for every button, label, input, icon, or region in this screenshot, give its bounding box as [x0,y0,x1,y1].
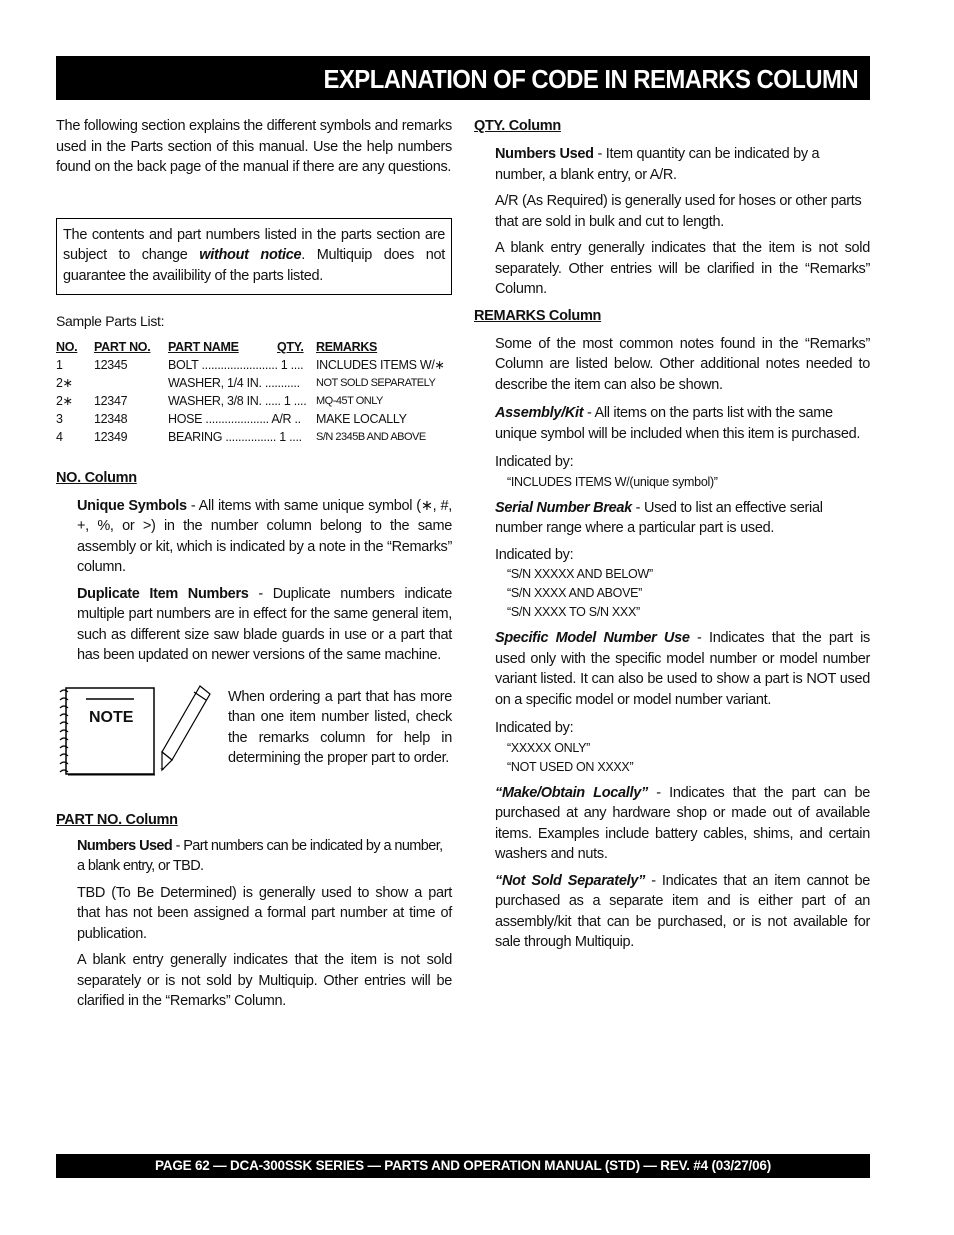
qty-blank-entry-paragraph: A blank entry generally indicates that the item is not sold separately. Other entries will be clarified in the “Remarks” Column. [495,240,870,297]
col-header-part-name: PART NAME [168,339,239,354]
assembly-kit-paragraph [495,403,870,444]
note-text: When ordering a part that has more than one item number listed, check the remarks column for help in determining the proper part to order. [228,688,452,766]
cell-part-name: HOSE .................... A/R .. [168,411,301,426]
qty-numbers-used-paragraph [495,144,870,185]
col-header-remarks: REMARKS [316,339,378,354]
right-column [474,116,870,953]
list-item: “XXXXX ONLY” [507,740,590,755]
not-sold-separately-text: - Indicates that an item cannot be purchased as a separate item and is either part of an assembly/kit that can be purchased, or is not available for sale through Multiquip. [495,872,870,950]
part-numbers-used-label: Numbers Used [77,837,173,854]
cell-part-no: 12348 [94,411,128,426]
cell-remarks: MQ-45T ONLY [316,394,383,407]
assembly-indicated-list [507,473,870,492]
cell-part-no [94,374,168,392]
make-obtain-locally-paragraph [495,783,870,865]
unique-symbols-label: Unique Symbols [77,497,187,514]
remarks-intro-paragraph: Some of the most common notes found in the “Remarks” Column are listed below. Other additional notes needed to describe the item can also be shown. [495,335,870,393]
note-pencil-icon [56,684,216,780]
cell-part-no: 12349 [94,429,128,444]
assembly-kit-label: Assembly/Kit [495,405,584,421]
list-item: “INCLUDES ITEMS W/(unique symbol)” [507,474,718,489]
cell-no: 2∗ [56,375,73,390]
no-column-heading: NO. Column [56,469,137,486]
cell-part-name: WASHER, 1/4 IN. ........... [168,375,300,390]
serial-number-text: - Used to list an effective serial number range where a particular part is used. [495,499,823,536]
make-obtain-locally-label: “Make/Obtain Locally” [495,784,648,801]
cell-part-name: BEARING ................ 1 .... [168,429,302,444]
unique-symbols-text: - All items with same unique symbol (∗, #, +, %, or >) in the number column belong to the same assembly or kit, which is indicated by a note in the “Remarks” column. [77,497,452,575]
cell-part-no: 12345 [94,357,128,372]
part-blank-entry-paragraph: A blank entry generally indicates that the item is not sold separately or is not sold by Multiquip. Other entries will be clarified in the “Remarks” Column. [77,952,452,1009]
table-row [56,392,452,410]
table-row [56,410,452,428]
make-obtain-locally-text: - Indicates that the part can be purchased at any hardware shop or made out of available items. Examples include battery cables, shims, and certain washers and nuts. [495,784,870,862]
tbd-paragraph: TBD (To Be Determined) is generally used to show a part that has not been assigned a formal part number at time of publication. [77,884,452,942]
indicated-by-label: Indicated by: [495,454,574,470]
table-row [56,356,452,374]
notice-emphasis: without notice [199,247,302,263]
specific-model-text: - Indicates that the part is used only with the specific model number or model number variant listed. It can also be used to show a part is NOT used on a specific model or model number variant. [495,630,871,708]
cell-remarks: MAKE LOCALLY [316,411,407,426]
header-bar [56,56,870,100]
duplicate-items-paragraph [77,584,452,666]
serial-indicated-list [507,565,870,622]
qty-numbers-used-text: - Item quantity can be indicated by a number, a blank entry, or A/R. [495,146,820,183]
remarks-column-heading: REMARKS Column [474,307,602,324]
part-numbers-used-text: - Part numbers can be indicated by a number, a blank entry, or TBD. [77,837,443,874]
notice-text-part1: The contents and part numbers listed in the parts section are subject to change [63,226,445,263]
notice-text-part2: . Multiquip does not guarantee the availibility of the parts listed. [63,247,445,284]
sample-parts-label: Sample Parts List: [56,313,165,329]
cell-no: 2∗ [56,393,73,408]
cell-no: 1 [56,357,63,372]
notice-box [56,218,452,296]
list-item: “NOT USED ON XXXX” [507,759,634,774]
specific-model-paragraph [495,628,870,710]
serial-number-label: Serial Number Break [495,499,632,516]
sample-parts-table [56,338,452,446]
cell-part-no: 12347 [94,393,128,408]
cell-remarks: S/N 2345B AND ABOVE [316,430,426,443]
ar-paragraph: A/R (As Required) is generally used for hoses or other parts that are sold in bulk and cut to length. [495,193,862,230]
table-row [56,428,452,446]
specific-model-label: Specific Model Number Use [495,630,690,646]
cell-no: 3 [56,411,63,426]
serial-number-paragraph [495,498,870,539]
not-sold-separately-paragraph [495,871,870,953]
col-header-part-no: PART NO. [94,339,151,354]
footer-bar: PAGE 62 — DCA-300SSK SERIES — PARTS AND OPERATION MANUAL (STD) — REV. #4 (03/27/06) [56,1154,870,1178]
model-indicated-list [507,739,870,777]
col-header-qty: QTY. [277,339,304,354]
part-numbers-used-paragraph [77,836,452,877]
qty-column-heading: QTY. Column [474,118,561,134]
col-header-no: NO. [56,339,78,354]
page-title: EXPLANATION OF CODE IN REMARKS COLUMN [323,64,858,94]
list-item: “S/N XXXX AND ABOVE” [507,586,643,600]
indicated-by-label: Indicated by: [495,720,574,736]
table-header-row [56,338,452,356]
note-label: NOTE [89,708,134,726]
list-item: “S/N XXXXX AND BELOW” [507,567,653,581]
list-item: “S/N XXXX TO S/N XXX” [507,605,640,619]
qty-numbers-used-label: Numbers Used [495,146,594,162]
intro-paragraph: The following section explains the different symbols and remarks used in the Parts section of this manual. Use the help numbers found on the back page of the manual if there are any questions. [56,118,452,175]
cell-remarks: INCLUDES ITEMS W/∗ [316,357,445,372]
cell-part-name: WASHER, 3/8 IN. ..... 1 .... [168,393,307,408]
not-sold-separately-label: “Not Sold Separately” [495,872,646,889]
duplicate-items-text: - Duplicate numbers indicate multiple part numbers are in effect for the same general item, such as different size saw blade guards in use or a part that has been updated on newer versions of the same machine. [77,585,452,663]
left-column [56,116,452,1012]
assembly-kit-text: - All items on the parts list with the same unique symbol will be included when this item is purchased. [495,405,861,442]
unique-symbols-paragraph [77,496,452,578]
notice-text [63,225,445,287]
cell-remarks: NOT SOLD SEPARATELY [316,376,436,389]
table-row [56,374,452,392]
part-no-column-heading: PART NO. Column [56,811,178,828]
duplicate-items-label: Duplicate Item Numbers [77,585,249,602]
indicated-by-label: Indicated by: [495,546,574,563]
cell-part-name: BOLT ........................ 1 .... [168,357,304,372]
cell-no: 4 [56,429,63,444]
note-block [56,684,452,796]
